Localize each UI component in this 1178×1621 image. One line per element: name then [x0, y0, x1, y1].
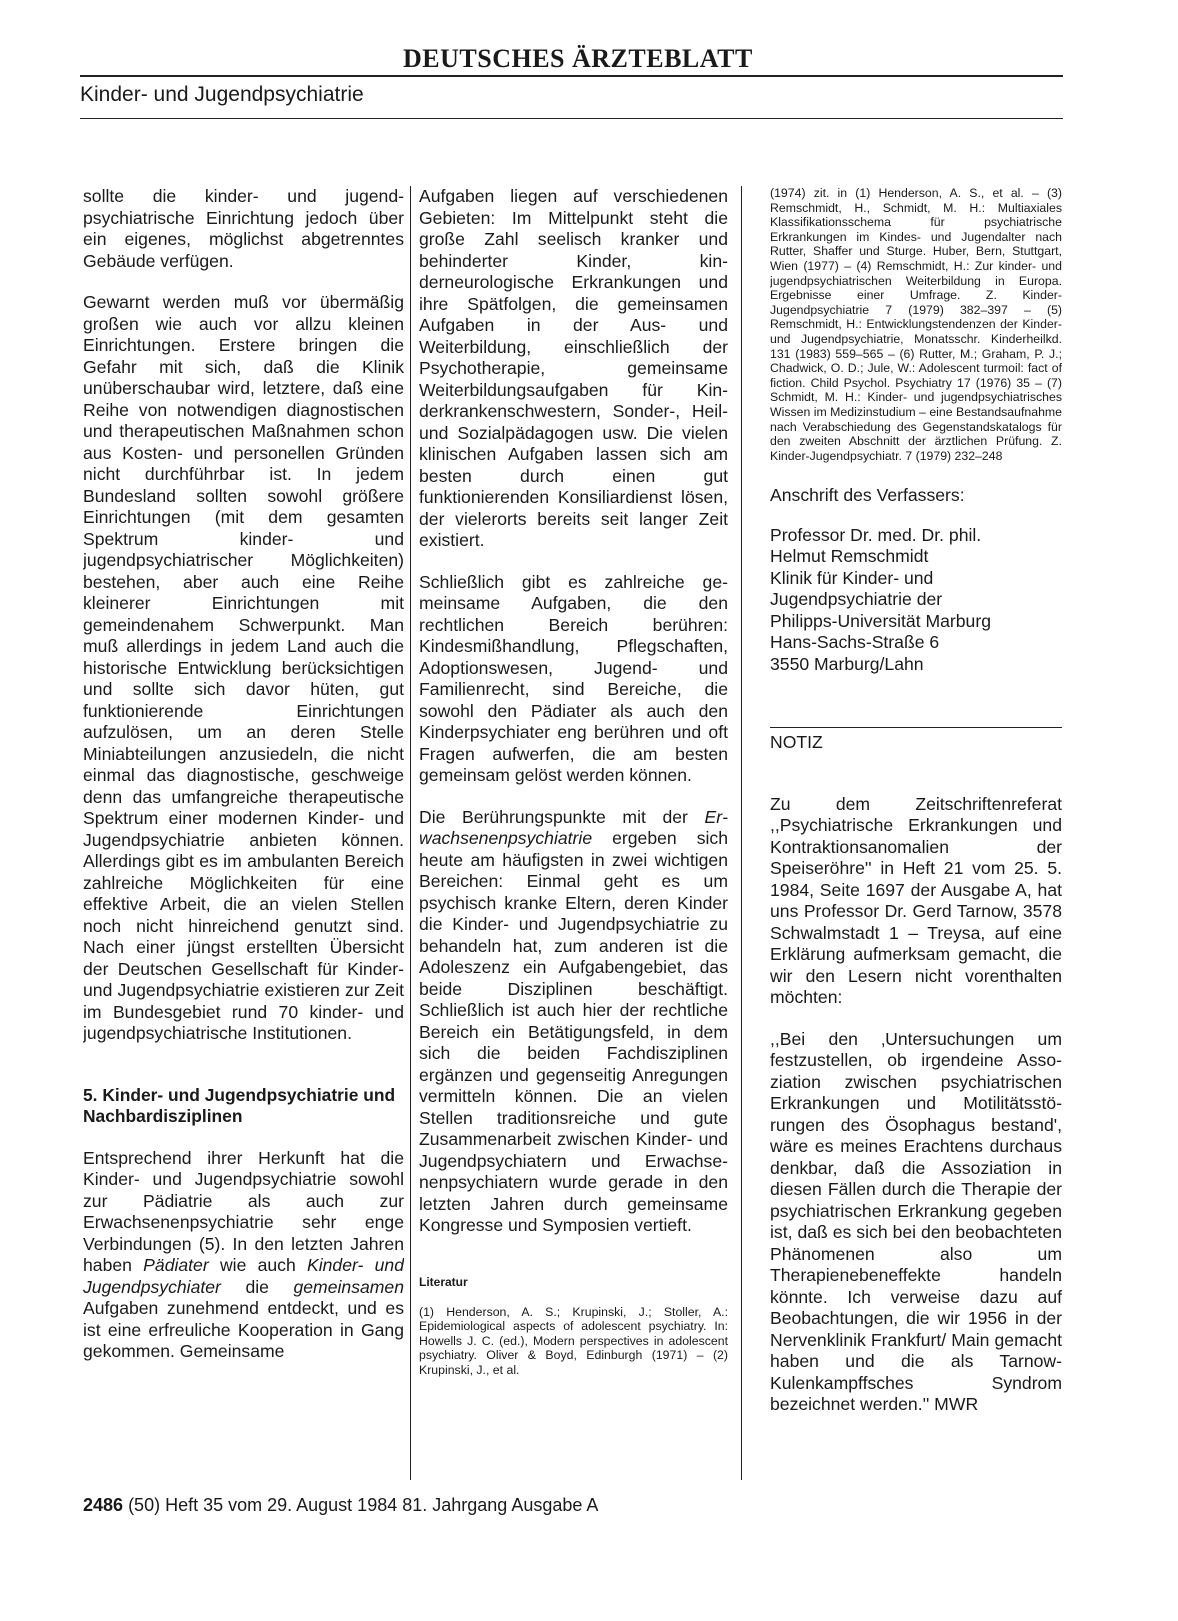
address-line: Jugendpsychiatrie der — [770, 589, 943, 610]
paragraph: Aufgaben liegen auf verschiedenen Gebieten: Im Mittelpunkt steht die große Zahl seelisch kranker und behinderter Kinder, kinderneurologische Erkrankungen und ihre Spätfolgen, die gemeinsamen Aufgaben in der Aus- und Weiterbildung, einschließlich der Psychotherapie, gemeinsame Weiterbildungsaufgaben für Kinderkrankenschwestern, Sonder-, Heil- und Sozialpädagogen usw. Die vielen klinischen Aufgaben lassen sich am besten durch einen gut funktionierenden Konsiliardienst lösen, der vielerorts bereits seit langer Zeit existiert. — [419, 186, 728, 550]
column-divider-2 — [741, 186, 742, 1480]
address-line: Klinik für Kinder- und — [770, 567, 934, 588]
address-line: 3550 Marburg/Lahn — [770, 653, 924, 674]
address-line: Hans-Sachs-Straße 6 — [770, 632, 940, 653]
emphasis: Kinder- und Jugendpsychiater — [83, 1255, 404, 1297]
masthead: DEUTSCHES ÄRZTEBLATT — [403, 44, 753, 73]
emphasis: Pädiater — [143, 1255, 209, 1275]
header-rule-top — [80, 75, 1063, 77]
notiz-rule — [770, 727, 1062, 728]
column-divider-1 — [410, 186, 411, 1480]
address-line: Professor Dr. med. Dr. phil. — [770, 524, 982, 545]
page-number: 2486 — [83, 1495, 124, 1515]
paragraph: Schließlich gibt es zahlreiche gemeinsame Aufgaben, die den rechtlichen Bereich berühren: Kindesmißhandlung, Pflegschaften, Adoptionswesen, Jugend- und Familienrecht, sind Bereiche, die sowohl den Pädiater als auch den Kinderpsychiater eng berühren und oft Fragen aufwerfen, die am besten gemeinsam gelöst werden können. — [419, 571, 728, 785]
paragraph: Entsprechend ihrer Herkunft hat die Kinder- und Jugendpsychiatrie sowohl zur Pädiatrie als auch zur Erwachsenenpsychiatrie sehr enge Verbindungen (5). In den letzten Jahren haben Pädiater wie auch Kinder- und Jugendpsychiater die gemeinsamen Aufgaben zunehmend entdeckt, und es ist eine erfreuliche Kooperation in Gang gekommen. Gemeinsame — [83, 1147, 404, 1361]
column-3 — [770, 186, 1062, 1416]
paragraph: Gewarnt werden muß vor übermäßig großen wie auch vor allzu kleinen Einrichtungen. Erstere bringen die Gefahr mit sich, daß die Klinik unüberschaubar wird, letztere, daß eine Reihe von notwendigen diagnostischen und therapeutischen Maßnahmen schon aus Kosten- und personellen Gründen nicht durchführbar ist. In jedem Bundesland sollten sowohl größere Einrichtungen (mit dem gesamten Spektrum kinder- und jugendpsychiatrischer Möglichkeiten) bestehen, aber auch eine Reihe kleinerer Einrichtungen mit gemeindenahem Schwerpunkt. Man muß allerdings in jedem Land auch die historische Entwicklung berücksichtigen und sollte sich davor hüten, gut funktionierende Einrichtungen aufzulösen, um an deren Stelle Miniabteilungen anzusiedeln, die nicht einmal das diagnostische, geschweige denn das umfangreiche therapeutische Spektrum einer modernen Kinder- und Jugendpsychiatrie anbieten können. Allerdings gibt es im ambulanten Bereich zahlreiche Möglichkeiten für eine effektive Arbeit, die an vielen Stellen noch nicht hinreichend genutzt sind. Nach einer jüngst erstellten Übersicht der Deutschen Gesellschaft für Kinder- und Jugendpsychiatrie existieren zur Zeit im Bundesgebiet rund 70 kinder- und jugendpsychiatrische Institutionen. — [83, 292, 404, 1043]
address-line: Philipps-Universität Marburg — [770, 610, 991, 631]
author-address — [770, 525, 1062, 676]
page-footer — [83, 1495, 598, 1516]
paragraph: sollte die kinder- und jugendpsychiatrische Einrichtung jedoch über ein eigenes, möglichst abgetrenntes Gebäude verfügen. — [83, 186, 404, 271]
references-text: (1974) zit. in (1) Henderson, A. S., et al. – (3) Remschmidt, H., Schmidt, M. H.: Multiaxiales Klassifikationsschema für psychiatrische Erkrankungen im Kindes- und Jugendalter nach Rutter, Shaffer und Sturge. Huber, Bern, Stuttgart, Wien (1977) – (4) Remschmidt, H.: Zur kinder- und jugendpsychiatrischen Weiterbildung in Europa. Ergebnisse einer Umfrage. Z. Kinder-Jugendpsychiatrie 7 (1979) 382–397 – (5) Remschmidt, H.: Entwicklungstendenzen der Kinder- und Jugendpsychiatrie, Monatsschr. Kinderheilkd. 131 (1983) 559–565 – (6) Rutter, M.; Graham, P. J.; Chadwick, O. D.; Jule, W.: Adolescent turmoil: fact of fiction. Child Psychol. Psychiatry 17 (1976) 35 – (7) Schmidt, M. H.: Kinder- und jugendpsychiatrisches Wissen im Medizinstudium – eine Bestandsaufnahme nach Verabschiedung des Gegenstandskatalogs für den zweiten Abschnitt der ärztlichen Prüfung. Z. Kinder-Jugendpsychiatr. 7 (1979) 232–248 — [770, 186, 1062, 463]
notiz-label: NOTIZ — [770, 732, 823, 753]
column-1 — [83, 186, 404, 1363]
paragraph: ,,Bei den ‚Untersuchungen um festzustellen, ob irgendeine Assoziation zwischen psychiatrischen Erkrankungen und Motilitätsstörungen des Ösophagus bestand', wäre es meines Erachtens durchaus denkbar, daß die Assoziation in diesen Fällen durch die Therapie der psychiatrischen Erkrankung gegeben ist, daß es sich bei den beobachteten Phänomenen also um Therapienebeneffekte handeln könnte. Ich verweise dazu auf Beobachtungen, die wir 1956 in der Nervenklinik Frankfurt/ Main gemacht haben und die als Tarnow-Kulenkampffsches Syndrom bezeichnet werden.'' MWR — [770, 1028, 1062, 1415]
header-rule-bottom — [80, 118, 1063, 119]
address-line: Helmut Remschmidt — [770, 546, 929, 567]
issue-info: (50) Heft 35 vom 29. August 1984 81. Jahrgang Ausgabe A — [128, 1495, 599, 1515]
paragraph: Die Berührungspunkte mit der Erwachsenenpsychiatrie ergeben sich heute am häufigsten in zwei wichtigen Bereichen: Einmal geht es um psychisch kranke Eltern, deren Kinder die Kinder- und Jugendpsychiatrie zu behandeln hat, zum anderen ist die Adoleszenz ein Aufgabengebiet, das beide Disziplinen beschäftigt. Schließlich ist auch hier der rechtliche Bereich ein Betätigungsfeld, in dem sich die beiden Fachdisziplinen ergänzen und gegenseitig Anregungen vermitteln können. Die an vielen Stellen traditionsreiche und gute Zusammenarbeit zwischen Kinder- und Jugendpsychiatern und Erwachsenenpsychiatern wurde gerade in den letzten Jahren durch gemeinsame Kongresse und Symposien vertieft. — [419, 806, 728, 1235]
column-2 — [419, 186, 728, 1377]
literature-heading: Literatur — [419, 1274, 468, 1289]
emphasis: Erwachsenenpsychiatrie — [419, 806, 728, 848]
section-title: Kinder- und Jugendpsychiatrie — [80, 83, 364, 106]
address-label: Anschrift des Verfassers: — [770, 485, 965, 506]
literature-text: (1) Henderson, A. S.; Krupinski, J.; Stoller, A.: Epidemiological aspects of adolescent psychiatry. In: Howells J. C. (ed.), Modern perspectives in adolescent psychiatry. Oliver & Boyd, Edinburgh (1971) – (2) Krupinski, J., et al. — [419, 1304, 728, 1377]
emphasis: gemeinsamen — [293, 1276, 404, 1297]
section-heading: 5. Kinder- und Jugendpsychiatrie und Nachbardisziplinen — [83, 1084, 396, 1126]
paragraph: Zu dem Zeitschriftenreferat ,,Psychiatrische Erkrankungen und Kontraktionsanomalien der Speiseröhre'' in Heft 21 vom 25. 5. 1984, Seite 1697 der Ausgabe A, hat uns Professor Dr. Gerd Tarnow, 3578 Schwalmstadt 1 – Treysa, auf eine Erklärung aufmerksam gemacht, die wir den Lesern nicht vorenthalten möchten: — [770, 793, 1062, 1008]
